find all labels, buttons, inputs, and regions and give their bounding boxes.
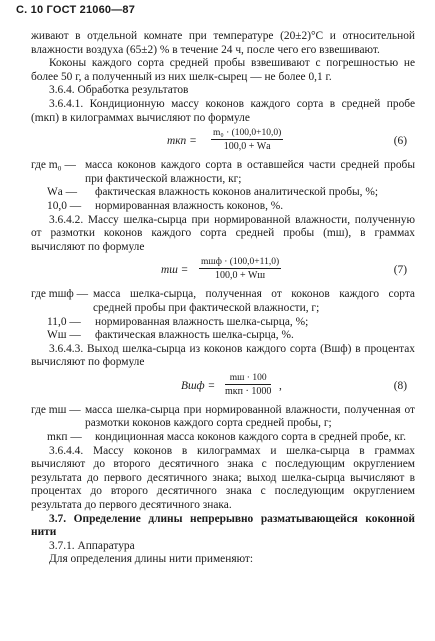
legend-6-wa xyxy=(31,186,415,200)
formula-8 xyxy=(31,372,415,402)
formula-8-number: (8) xyxy=(393,379,407,392)
formula-6-fraction xyxy=(211,127,283,153)
legend-8-msh-text: масса шелка-сырца при нормированной влажности, полученная от размотки коконов каждого сорта средней пробы, г; xyxy=(85,403,415,430)
formula-7-fraction xyxy=(199,256,281,282)
section-3-6-4-1: 3.6.4.1. Кондиционную массу коконов каждого сорта в средней пробе (mкп) в килограммах вычисляют по формуле xyxy=(31,97,415,124)
page-header: С. 10 ГОСТ 21060—87 xyxy=(16,4,136,16)
legend-6-norm xyxy=(31,200,415,214)
formula-6-denominator: 100,0 + Wа xyxy=(223,141,271,153)
legend-6-m0-label: где m₀ — xyxy=(31,159,76,172)
legend-7-norm-label: 11,0 — xyxy=(47,315,81,328)
formula-6-number: (6) xyxy=(393,135,407,148)
formula-7-number: (7) xyxy=(393,264,407,277)
section-3-7-heading: 3.7. Определение длины непрерывно разматывающейся коконной нити xyxy=(31,512,415,539)
formula-6-lhs: mкп = xyxy=(167,135,197,148)
document-body xyxy=(31,30,415,567)
section-3-6-4-heading: 3.6.4. Обработка результатов xyxy=(49,84,189,97)
section-3-6-4-2: 3.6.4.2. Массу шелка-сырца при нормированной влажности, полученную от размотки коконов каждого сорта средней пробы (mш), в граммах вычисляют по формуле xyxy=(31,213,415,253)
legend-7-norm-text: нормированная влажность шелка-сырца, %; xyxy=(95,315,309,328)
legend-7-mshf-text: масса шелка-сырца, полученная от коконов каждого сорта средней пробы при фактической влажности, г; xyxy=(93,288,415,314)
legend-8-msh-label: где mш — xyxy=(31,403,81,416)
legend-7-wsh-label: Wш — xyxy=(47,329,81,342)
paragraph-continuation: живают в отдельной комнате при температуре (20±2)°С и относительной влажности воздуха (65±2) % в течение 24 ч, после чего его взвешивают. xyxy=(31,30,415,56)
legend-7-wsh xyxy=(31,329,415,343)
section-3-6-4-3: 3.6.4.3. Выход шелка-сырца из коконов каждого сорта (Вшф) в процентах вычисляют по формуле xyxy=(31,342,415,369)
legend-8-mkp-label: mкп — xyxy=(47,431,82,444)
formula-7 xyxy=(31,256,415,286)
legend-8-mkp-text: кондиционная масса коконов каждого сорта в средней пробе, кг. xyxy=(95,431,406,444)
formula-7-denominator: 100,0 + Wш xyxy=(215,270,266,282)
paragraph-weighing-precision: Коконы каждого сорта средней пробы взвешивают с погрешностью не более 50 г, а полученный из них шелк-сырец — не более 0,1 г. xyxy=(31,57,415,83)
legend-7-mshf xyxy=(31,288,415,315)
legend-8-msh xyxy=(31,404,415,431)
legend-6-wa-text: фактическая влажность коконов аналитической пробы, %; xyxy=(95,186,378,199)
section-3-7-1-heading: 3.7.1. Аппаратура xyxy=(49,539,135,552)
formula-6 xyxy=(31,127,415,157)
paragraph-apparatus-intro: Для определения длины нити применяют: xyxy=(49,553,254,566)
legend-8-mkp xyxy=(31,431,415,445)
legend-6-m0-text: масса коконов каждого сорта в оставшейся части средней пробы при фактической влажности, кг; xyxy=(85,159,415,185)
formula-7-numerator: mшф · (100,0+11,0) xyxy=(201,257,280,268)
formula-8-lhs: Вшф = xyxy=(181,379,216,392)
legend-7-wsh-text: фактическая влажность шелка-сырца, %. xyxy=(95,329,294,342)
formula-8-denominator: mкп · 1000 xyxy=(225,385,272,397)
legend-6-norm-text: нормированная влажность коконов, %. xyxy=(95,199,284,212)
formula-8-fraction xyxy=(225,372,271,398)
legend-7-mshf-label: где mшф — xyxy=(31,288,89,301)
legend-6-norm-label: 10,0 — xyxy=(47,199,82,212)
section-3-6-4-4: 3.6.4.4. Массу коконов в килограммах и шелка-сырца в граммах вычисляют до второго десятичного знака с последующим округлением результата до первого десятичного знака; выход шелка-сырца вычисляют в процентах до второго десятичного знака с последующим округлением результата до первого десятичного знака. xyxy=(31,444,415,512)
formula-8-comma: , xyxy=(279,379,282,392)
legend-7-norm xyxy=(31,316,415,330)
formula-7-lhs: mш = xyxy=(161,264,189,277)
formula-8-numerator: mш · 100 xyxy=(225,372,271,385)
legend-6-wa-label: Wа — xyxy=(47,186,78,199)
legend-6-m0 xyxy=(31,159,415,186)
formula-6-numerator: m₀ · (100,0+10,0) xyxy=(213,128,282,139)
